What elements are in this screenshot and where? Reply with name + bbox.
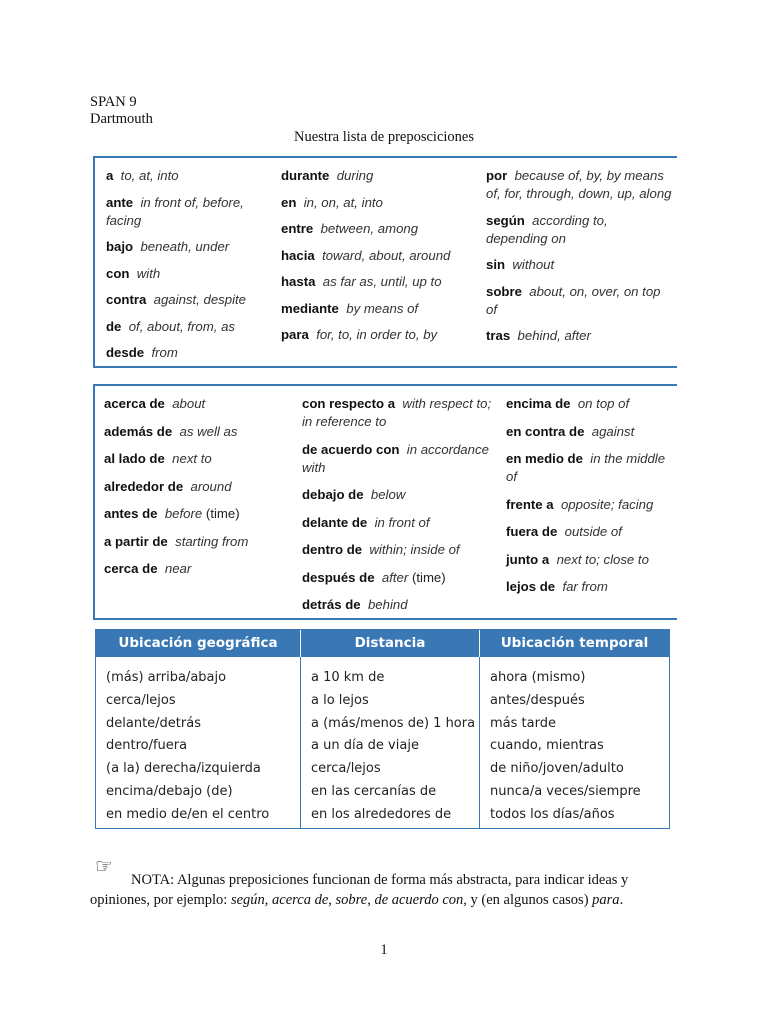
table-cell: nunca/a veces/siempre	[490, 783, 641, 799]
preposition-entry: sin without	[486, 257, 555, 272]
table-cell: cerca/lejos	[106, 692, 176, 708]
preposition-entry: detrás de behind	[302, 597, 408, 612]
preposition-entry: junto a next to; close to	[506, 551, 649, 567]
table-header-temporal: Ubicación temporal	[480, 630, 669, 657]
preposition-entry: tras behind, after	[486, 328, 591, 343]
preposition-entry: después de after (time)	[302, 569, 446, 585]
preposition-entry: a to, at, into	[106, 168, 179, 183]
preposition-entry: hasta as far as, until, up to	[281, 274, 442, 289]
note-examples: según, acerca de, sobre, de acuerdo con,	[230, 892, 467, 908]
preposition-entry: por because of, by, by means of, for, through, down, up, along	[486, 168, 672, 201]
preposition-entry: dentro de within; inside of	[302, 542, 460, 557]
table-cell: en los alrededores de	[311, 806, 452, 822]
preposition-entry: debajo de below	[302, 487, 406, 502]
table-cell: a (más/menos de) 1 hora	[311, 715, 476, 731]
preposition-entry: desde from	[106, 345, 178, 360]
compound-col-2	[302, 395, 492, 624]
table-cell: a un día de viaje	[311, 738, 419, 754]
preposition-entry: frente a opposite; facing	[506, 496, 654, 512]
school-name: Dartmouth	[90, 111, 153, 127]
preposition-entry: bajo beneath, under	[106, 239, 230, 254]
preposition-entry: encima de on top of	[506, 396, 630, 411]
preposition-entry: hacia toward, about, around	[281, 247, 451, 263]
simple-col-1	[106, 167, 266, 371]
preposition-entry: con respecto a with respect to; in reference to	[302, 396, 492, 429]
compound-prepositions-box	[93, 384, 677, 620]
preposition-entry: antes de before (time)	[104, 506, 240, 521]
preposition-entry: además de as well as	[104, 423, 238, 439]
preposition-entry: acerca de about	[104, 396, 206, 411]
note-prefix: NOTA: Algunas preposiciones funcionan de forma más abstracta, para indicar ideas y opiniones, por ejemplo:	[90, 872, 629, 908]
preposition-entry: en medio de in the middle of	[506, 451, 666, 484]
table-cell: (a la) derecha/izquierda	[106, 761, 261, 777]
preposition-entry: ante in front of, before, facing	[106, 194, 244, 228]
note-paragraph	[90, 870, 680, 910]
preposition-entry: en contra de against	[506, 423, 635, 439]
preposition-entry: mediante by means of	[281, 300, 419, 316]
table-cell: en medio de/en el centro	[106, 806, 270, 822]
course-code: SPAN 9	[90, 94, 137, 110]
preposition-entry: fuera de outside of	[506, 524, 622, 539]
note-middle: y (en algunos casos)	[466, 892, 593, 908]
preposition-entry: cerca de near	[104, 561, 192, 576]
preposition-entry: sobre about, on, over, on top of	[486, 283, 661, 317]
table-cell: ahora (mismo)	[490, 670, 586, 685]
table-cell: más tarde	[490, 715, 556, 731]
table-cell: todos los días/años	[490, 806, 615, 822]
table-column-geografica	[96, 657, 301, 828]
simple-col-2	[281, 167, 481, 353]
table-cell: a 10 km de	[311, 670, 385, 685]
preposition-entry: de acuerdo con in accordance with	[302, 441, 489, 475]
preposition-entry: de of, about, from, as	[106, 318, 236, 334]
preposition-entry: entre between, among	[281, 221, 419, 236]
table-cell: cuando, mientras	[490, 738, 604, 754]
table-cell: a lo lejos	[311, 692, 369, 708]
page-title: Nuestra lista de preposciciones	[294, 129, 474, 145]
preposition-entry: contra against, despite	[106, 292, 247, 307]
preposition-entry: a partir de starting from	[104, 533, 249, 549]
table-cell: (más) arriba/abajo	[106, 670, 227, 685]
preposition-entry: según according to, depending on	[486, 212, 608, 246]
preposition-entry: alrededor de around	[104, 478, 232, 494]
page-number: 1	[380, 942, 388, 958]
table-column-distancia	[301, 657, 480, 828]
simple-col-3	[486, 167, 672, 354]
table-cell: cerca/lejos	[311, 761, 381, 777]
table-cell: encima/debajo (de)	[106, 783, 233, 799]
table-cell: de niño/joven/adulto	[490, 761, 624, 777]
document-header	[90, 94, 153, 128]
preposition-entry: para for, to, in order to, by	[281, 327, 438, 342]
table-header-geografica: Ubicación geográfica	[96, 630, 300, 657]
preposition-entry: lejos de far from	[506, 579, 608, 594]
table-cell: dentro/fuera	[106, 738, 188, 754]
note-end: .	[619, 892, 624, 908]
note-last-example: para	[592, 892, 620, 908]
table-header-distancia: Distancia	[301, 630, 479, 657]
simple-prepositions-box	[93, 156, 677, 368]
location-table	[95, 629, 670, 829]
preposition-entry: durante during	[281, 168, 374, 183]
table-cell: delante/detrás	[106, 715, 201, 731]
preposition-entry: al lado de next to	[104, 451, 212, 466]
table-column-temporal	[480, 657, 669, 828]
table-cell: en las cercanías de	[311, 783, 437, 799]
pointing-hand-icon: ☞	[95, 854, 113, 878]
preposition-entry: delante de in front of	[302, 514, 430, 530]
preposition-entry: con with	[106, 265, 161, 281]
table-cell: antes/después	[490, 692, 585, 708]
compound-col-3	[506, 395, 674, 606]
preposition-entry: en in, on, at, into	[281, 194, 383, 210]
compound-col-1	[104, 395, 294, 588]
